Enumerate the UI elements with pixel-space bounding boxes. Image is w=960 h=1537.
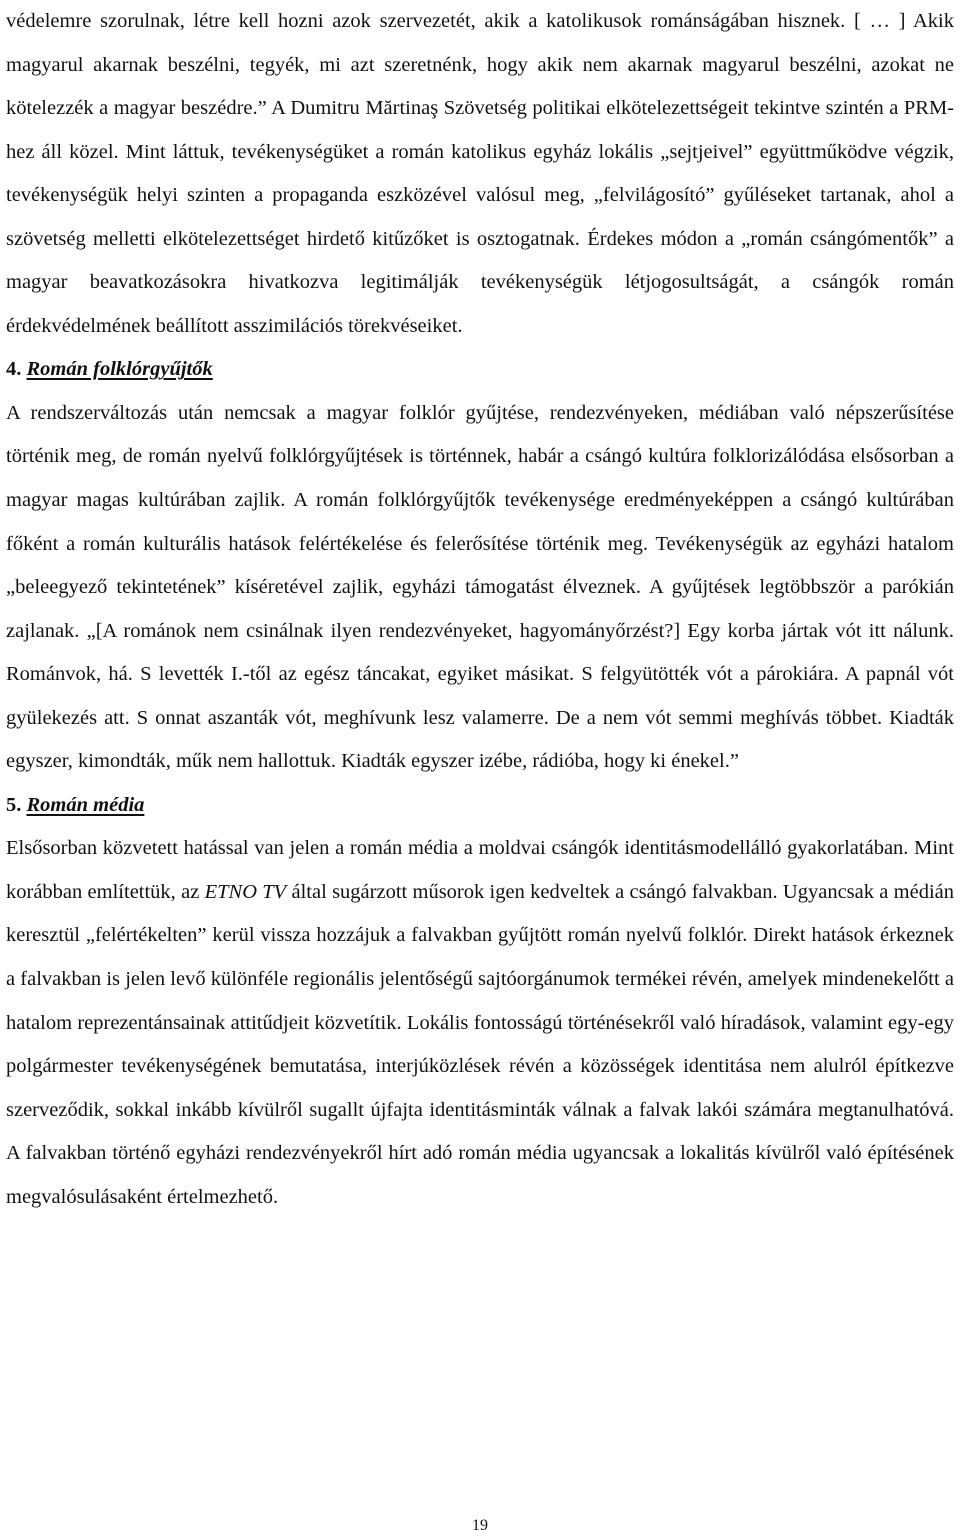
paragraph-media xyxy=(6,827,954,1219)
section-heading-4 xyxy=(6,348,954,392)
paragraph-intro: védelemre szorulnak, létre kell hozni azok szervezetét, akik a katolikusok románságában hisznek. [ … ] Akik magyarul akarnak beszélni, tegyék, mi azt szeretnénk, hogy akik nem akarnak magyarul beszélni, azokat ne kötelezzék a magyar beszédre.” A Dumitru Mărtinaş Szövetség politikai elkötelezettségeit tekintve szintén a PRM-hez áll közel. Mint láttuk, tevékenységüket a román katolikus egyház lokális „sejtjeivel” együttműködve végzik, tevékenységük helyi szinten a propaganda eszközével valósul meg, „felvilágosító” gyűléseket tartanak, ahol a szövetség melletti elkötelezettséget hirdető kitűzőket is osztogatnak. Érdekes módon a „román csángómentők” a magyar beavatkozásokra hivatkozva legitimálják tevékenységük létjogosultságát, a csángók román érdekvédelmének beállított asszimilációs törekvéseiket. xyxy=(6,10,954,337)
channel-name: ETNO TV xyxy=(204,880,287,903)
section-number: 5. xyxy=(6,793,22,816)
section-title: Román folklórgyűjtők xyxy=(26,358,213,381)
section-number: 4. xyxy=(6,358,22,381)
paragraph-media-rest: által sugárzott műsorok igen kedveltek a csángó falvakban. Ugyancsak a médián keresztül „felértékelten” kerül vissza hozzájuk a falvakban gyűjtött román nyelvű folklór. Direkt hatások érkeznek a falvakban is jelen levő különféle regionális jelentőségű sajtóorgánumok termékei révén, amelyek mindenekelőtt a hatalom reprezentánsainak attitűdjeit közvetítik. Lokális fontosságú történésekről való híradások, valamint egy-egy polgármester tevékenységének bemutatása, interjúközlések révén a közösségek identitása nem alulról építkezve szerveződik, sokkal inkább kívülről sugallt újfajta identitásminták válnak a falvak lakói számára megtanulhatóvá. A falvakban történő egyházi rendezvényekről hírt adó román média ugyancsak a lokalitás kívülről való építésének megvalósulásaként értelmezhető. xyxy=(6,880,955,1208)
section-title: Román média xyxy=(26,793,145,816)
paragraph-folklore: A rendszerváltozás után nemcsak a magyar folklór gyűjtése, rendezvényeken, médiában való népszerűsítése történik meg, de román nyelvű folklórgyűjtések is történnek, habár a csángó kultúra folklorizálódása elsősorban a magyar magas kultúrában zajlik. A román folklórgyűjtők tevékenysége eredményeképpen a csángó kultúrában főként a román kulturális hatások felértékelése és felerősítése történik meg. Tevékenységük az egyházi hatalom „beleegyező tekintetének” kíséretével zajlik, egyházi támogatást élveznek. A gyűjtések legtöbbször a parókián zajlanak. „[A románok nem csinálnak ilyen rendezvényeket, hagyományőrzést?] Egy korba jártak vót itt nálunk. Románvok, há. S levették I.-től az egész táncakat, egyiket másikat. S felgyütötték vót a párokiára. A papnál vót gyülekezés att. S onnat aszanták vót, meghívunk lesz valamerre. De a nem vót semmi meghívás többet. Kiadták egyszer, kimondták, műk nem hallottuk. Kiadták egyszer izébe, rádióba, hogy ki énekel.” xyxy=(6,401,954,773)
section-heading-5 xyxy=(6,784,954,828)
page-number: 19 xyxy=(472,1517,488,1534)
paragraph-media-start: Elsősorban közvetett hatással van jelen a román média a moldvai csángók identitásmodellálló gyakorlatában. Mint korábban említettük, az xyxy=(6,837,954,903)
document-page xyxy=(6,0,954,1219)
